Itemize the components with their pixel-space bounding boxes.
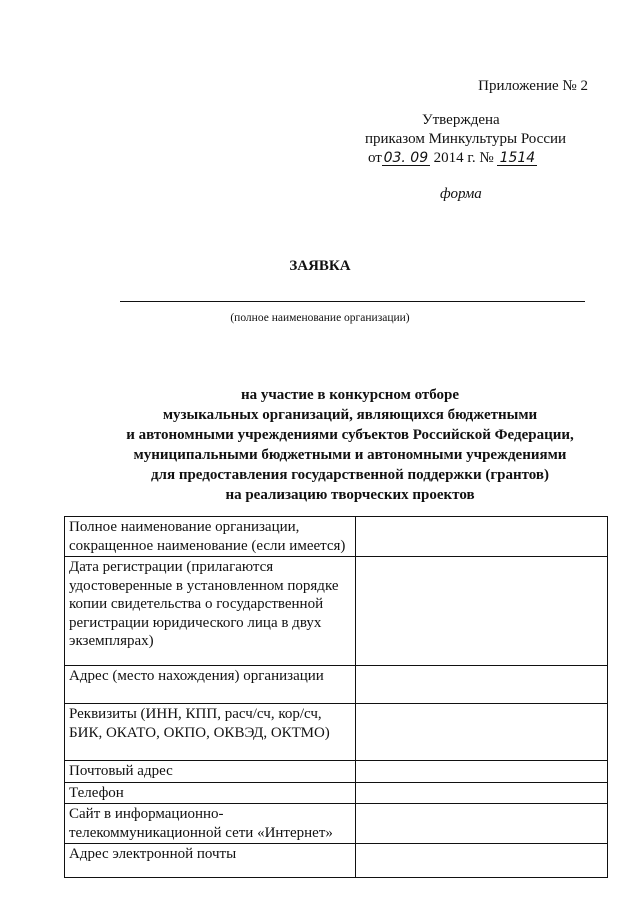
row-label-registration-date: Дата регистрации (прилагаются удостоверенные в установленном порядке копии свидетельства о государственной регистрации юридического лица в двух экземплярах) [65,557,356,666]
approved-label: Утверждена [422,112,500,128]
purpose-text [80,385,620,505]
row-label-full-name: Полное наименование организации, сокращенное наименование (если имеется) [65,517,356,557]
application-table [64,516,608,878]
table-row [65,557,608,666]
form-label: форма [440,186,482,202]
row-value-address[interactable] [355,666,607,704]
document-title: ЗАЯВКА [289,258,351,274]
table-row [65,844,608,878]
year-text: 2014 г. № [433,150,494,166]
row-value-email[interactable] [355,844,607,878]
row-label-address: Адрес (место нахождения) организации [65,666,356,704]
row-value-full-name[interactable] [355,517,607,557]
row-value-phone[interactable] [355,782,607,804]
purpose-line: и автономными учреждениями субъектов Российской Федерации, [126,427,574,443]
row-label-website: Сайт в информационно-телекоммуникационной сети «Интернет» [65,804,356,844]
org-name-line [120,301,585,302]
from-prefix: от [368,150,382,166]
row-label-phone: Телефон [65,782,356,804]
order-label: приказом Минкультуры России [365,131,567,147]
appendix-label: Приложение № 2 [478,78,588,94]
org-name-caption: (полное наименование организации) [230,312,410,324]
purpose-line: муниципальными бюджетными и автономными учреждениями [133,447,567,463]
row-value-postal-address[interactable] [355,761,607,783]
table-row [65,782,608,804]
handwritten-order-number: 1514 [497,151,537,166]
row-value-requisites[interactable] [355,704,607,761]
handwritten-date: 03. 09 [383,150,429,166]
table-row [65,666,608,704]
row-label-requisites: Реквизиты (ИНН, КПП, расч/сч, кор/сч, БИК, ОКАТО, ОКПО, ОКВЭД, ОКТМО) [65,704,356,761]
row-value-registration-date[interactable] [355,557,607,666]
order-date-line [368,150,537,167]
row-label-email: Адрес электронной почты [65,844,356,878]
row-value-website[interactable] [355,804,607,844]
table-row [65,517,608,557]
table-row [65,804,608,844]
purpose-line: на участие в конкурсном отборе [240,387,460,403]
table-row [65,704,608,761]
purpose-line: на реализацию творческих проектов [225,487,475,503]
row-label-postal-address: Почтовый адрес [65,761,356,783]
purpose-line: музыкальных организаций, являющихся бюджетными [162,407,538,423]
table-row [65,761,608,783]
purpose-line: для предоставления государственной поддержки (грантов) [150,467,550,483]
